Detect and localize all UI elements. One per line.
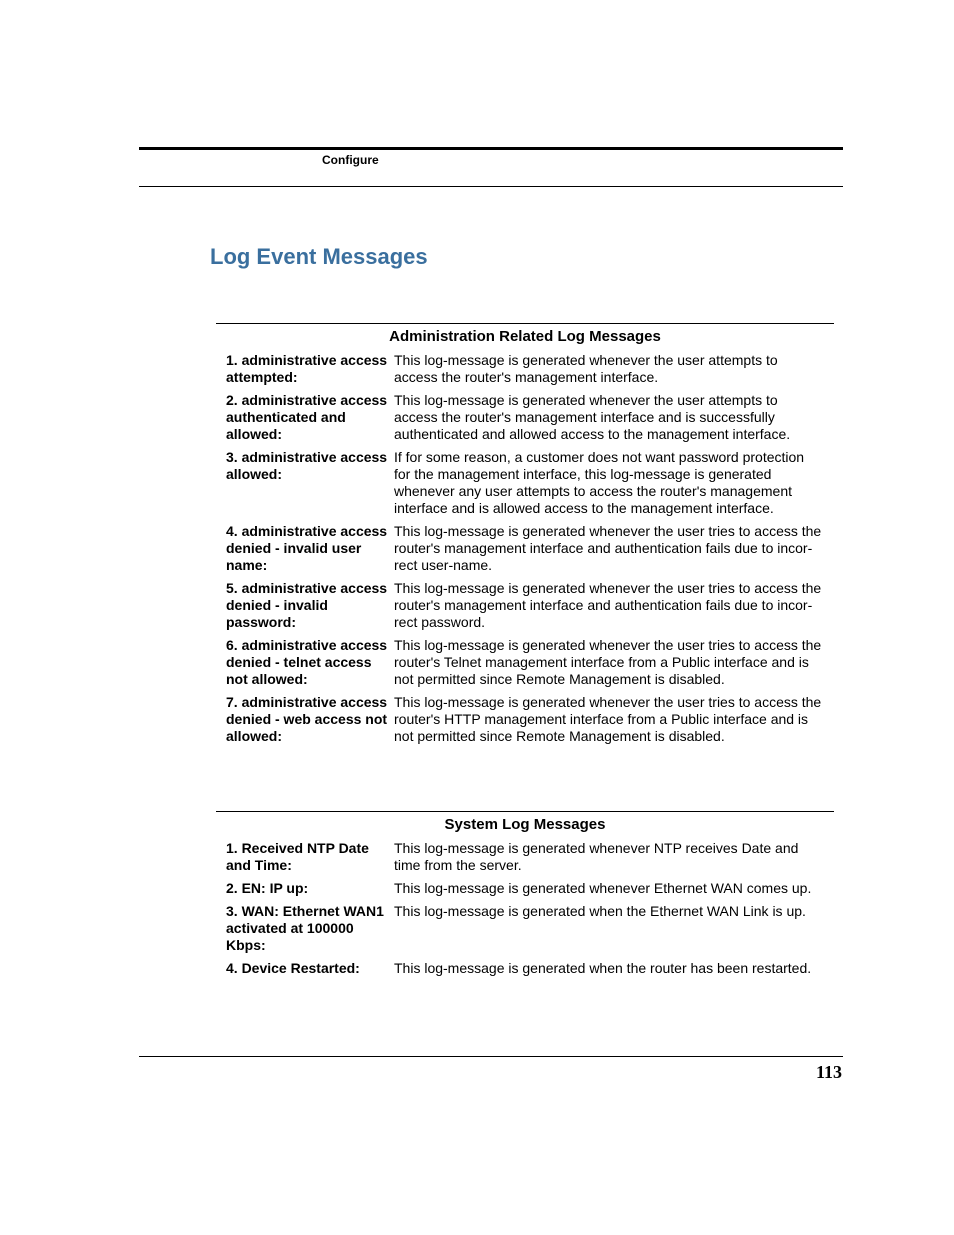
message-term: 4. administrative access denied - invalid user name:	[226, 523, 388, 573]
footer-rule	[139, 1056, 843, 1057]
header-rule-thin	[139, 186, 843, 187]
table-row	[216, 523, 834, 574]
table-heading: System Log Messages	[444, 816, 606, 833]
message-description: This log-message is generated when the Ethernet WAN Link is up.	[394, 903, 806, 919]
message-term: 6. administrative access denied - telnet access not allowed:	[226, 637, 388, 687]
table-row	[216, 392, 834, 443]
table-top-rule	[216, 323, 834, 324]
message-description: This log-message is generated whenever the user tries to access the router's management interface and authentication fails due to incor-rect user-name.	[394, 523, 822, 573]
message-term: 7. administrative access denied - web access not allowed:	[226, 694, 388, 744]
page-number: 113	[815, 1062, 842, 1082]
message-term: 3. WAN: Ethernet WAN1 activated at 100000 Kbps:	[226, 903, 384, 953]
system-log-table	[216, 811, 834, 983]
message-term: 2. EN: IP up:	[226, 880, 309, 896]
table-heading: Administration Related Log Messages	[389, 328, 661, 345]
message-description: This log-message is generated whenever Ethernet WAN comes up.	[394, 880, 812, 896]
message-description: This log-message is generated whenever the user tries to access the router's Telnet management interface from a Public interface and is not permitted since Remote Management is disabled.	[394, 637, 822, 687]
message-description: This log-message is generated whenever the user attempts to access the router's management interface and is successfully authenticated and allowed access to the management interface.	[394, 392, 791, 442]
message-description: If for some reason, a customer does not want password protection for the management interface, this log-message is generated whenever any user attempts to access the router's management interface and is allowed access to the management interface.	[394, 449, 805, 516]
page-title: Log Event Messages	[210, 244, 428, 269]
table-row	[216, 903, 834, 954]
table-row	[216, 880, 834, 897]
message-term: 3. administrative access allowed:	[226, 449, 388, 482]
table-row	[216, 637, 834, 688]
message-description: This log-message is generated whenever the user tries to access the router's management interface and authentication fails due to incor-rect password.	[394, 580, 822, 630]
message-description: This log-message is generated whenever NTP receives Date and time from the server.	[394, 840, 799, 873]
running-head: Configure	[322, 153, 379, 167]
header-rule-thick	[139, 147, 843, 150]
message-term: 4. Device Restarted:	[226, 960, 360, 976]
table-row	[216, 840, 834, 874]
table-row	[216, 352, 834, 386]
message-term: 2. administrative access authenticated and allowed:	[226, 392, 388, 442]
message-term: 1. administrative access attempted:	[226, 352, 388, 385]
table-row	[216, 960, 834, 977]
table-top-rule	[216, 811, 834, 812]
table-row	[216, 694, 834, 745]
message-term: 5. administrative access denied - invalid password:	[226, 580, 388, 630]
message-description: This log-message is generated when the router has been restarted.	[394, 960, 812, 976]
message-description: This log-message is generated whenever the user attempts to access the router's management interface.	[394, 352, 778, 385]
table-row	[216, 449, 834, 517]
admin-log-table	[216, 323, 834, 751]
message-term: 1. Received NTP Date and Time:	[226, 840, 369, 873]
message-description: This log-message is generated whenever the user tries to access the router's HTTP management interface from a Public interface and is not permitted since Remote Management is disabled.	[394, 694, 822, 744]
table-row	[216, 580, 834, 631]
